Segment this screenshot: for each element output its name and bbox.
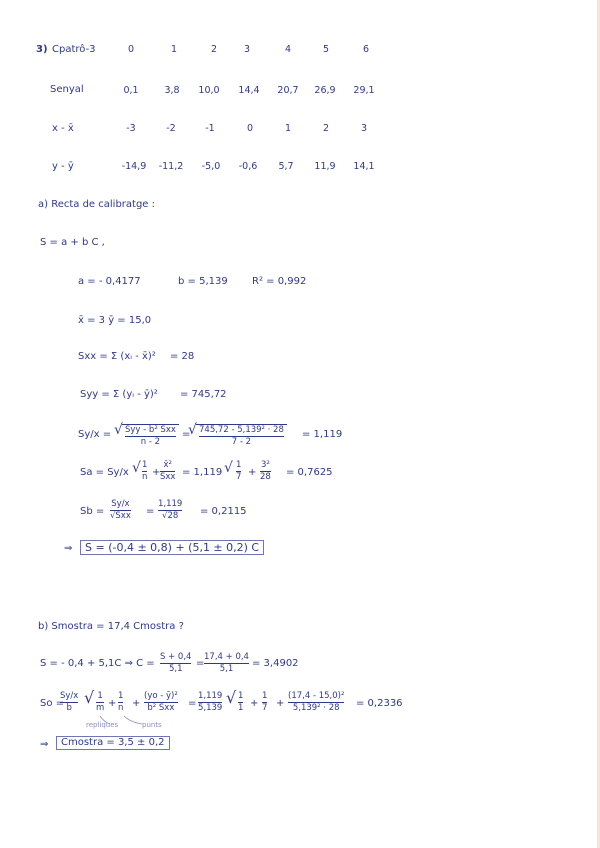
so-label: So = [40,698,65,709]
label-signal: Senyal [50,84,84,95]
plus-sign: + [276,698,285,709]
dy-value: -14,9 [121,161,147,172]
denominator: 7 [236,472,242,483]
plus-sign: + [132,698,141,709]
x-value: 6 [362,44,370,55]
x-value: 1 [170,44,178,55]
numerator: 1 [118,691,124,701]
sqrt-symbol: √ [224,460,233,476]
numerator: 1,119 [198,691,223,701]
syx-denominator-numeric: 7 - 2 [231,437,252,448]
numerator: Sy/x [60,691,79,701]
denominator: n [142,472,148,483]
part-a-title: a) Recta de calibratge : [38,199,156,210]
note-replicates: repliques [86,721,119,729]
dy-value: 14,1 [353,161,375,172]
denominator: b [66,703,72,714]
numerator: S + 0,4 [160,652,192,662]
concentration-equation: S = - 0,4 + 5,1C ⇒ C = [40,658,155,669]
numerator: 1 [238,691,244,701]
denominator: 5,139² · 28 [292,703,340,714]
sqrt-symbol: √ [132,460,141,476]
x-value: 2 [210,44,218,55]
denominator: Sxx [160,472,176,483]
denominator: 1 [238,703,244,714]
dx-value: -2 [166,123,176,134]
r2-line: R² = 0,992 [252,276,307,287]
dy-value: -0,6 [238,161,258,172]
sqrt-symbol: √ [188,422,197,438]
label-dx: x - x̄ [52,123,74,134]
intercept-line: a = - 0,4177 [78,276,141,287]
numerator: 3² [261,460,270,470]
signal-value: 3,8 [164,85,180,96]
signal-value: 29,1 [353,85,375,96]
implies-arrow: ⇒ [40,739,49,750]
dy-value: 5,7 [278,161,294,172]
implies-arrow: ⇒ [64,543,73,554]
label-dy: y - ȳ [52,161,74,172]
numerator: Sy/x [111,499,130,509]
numerator: 1 [97,691,103,701]
x-value: 0 [127,44,135,55]
numerator: 1,119 [158,499,183,509]
calibration-model: S = a + b C , [40,237,105,248]
dx-value: 0 [246,123,254,134]
numerator: 1 [262,691,268,701]
dy-value: 11,9 [314,161,336,172]
denominator: 5,1 [168,664,183,675]
sqrt-symbol: √ [114,422,123,438]
dy-value: -11,2 [158,161,184,172]
denominator: √Sxx [110,511,131,522]
equals-sign: = [188,698,197,709]
signal-value: 10,0 [198,85,220,96]
sa-label: Sa = Sy/x [80,467,129,478]
so-value: = 0,2336 [356,698,403,709]
sb-value: = 0,2115 [200,506,247,517]
dx-value: -3 [126,123,136,134]
dx-value: -1 [205,123,215,134]
denominator: 5,1 [219,664,234,675]
means-line: x̄ = 3 ȳ = 15,0 [78,315,152,326]
note-points: punts [142,721,162,729]
syx-label: Sy/x = [78,429,112,440]
label-concentration: Cpatrô-3 [52,44,96,55]
concentration-value: = 3,4902 [252,658,299,669]
plus-sign: + [152,467,161,478]
sxx-value: = 28 [170,351,195,362]
denominator: m [96,703,105,714]
numerator: 17,4 + 0,4 [204,652,249,662]
part-b-title: b) Smostra = 17,4 Cmostra ? [38,621,184,632]
dy-value: -5,0 [201,161,221,172]
x-value: 5 [322,44,330,55]
denominator: 5,139 [198,703,223,714]
sxx-formula: Sxx = Σ (xᵢ - x̄)² [78,351,156,362]
slope-line: b = 5,139 [178,276,228,287]
x-value: 3 [243,44,251,55]
dx-value: 3 [360,123,368,134]
sa-middle: = 1,119 [182,467,223,478]
plus-sign: + [250,698,259,709]
denominator: b² Sxx [147,703,175,714]
numerator: (yo - ȳ)² [144,691,178,701]
denominator: √28 [162,511,179,522]
denominator: 7 [262,703,268,714]
calibration-result: S = (-0,4 ± 0,8) + (5,1 ± 0,2) C [80,540,264,555]
signal-value: 14,4 [238,85,260,96]
numerator: x̄² [163,460,172,470]
syx-denominator: n - 2 [140,437,161,448]
equals-sign: = [182,429,191,440]
syx-value: = 1,119 [302,429,343,440]
syx-numerator: Syy - b² Sxx [125,425,176,435]
problem-number: 3) [36,44,48,55]
syx-numerator-numeric: 745,72 - 5,139² · 28 [199,425,284,435]
plus-sign: + [248,467,257,478]
sb-label: Sb = [80,506,105,517]
equals-sign: = [196,658,205,669]
numerator: (17,4 - 15,0)² [288,691,345,701]
numerator: 1 [236,460,242,470]
numerator: 1 [142,460,148,470]
syy-formula: Syy = Σ (yᵢ - ȳ)² [80,389,158,400]
signal-value: 26,9 [314,85,336,96]
signal-value: 20,7 [277,85,299,96]
syy-value: = 745,72 [180,389,227,400]
sa-value: = 0,7625 [286,467,333,478]
denominator: 28 [260,472,271,483]
concentration-result: Cmostra = 3,5 ± 0,2 [56,736,170,750]
denominator: n [118,703,124,714]
plus-sign: + [108,698,117,709]
sqrt-symbol: √ [84,688,95,707]
equals-sign: = [146,506,155,517]
sqrt-symbol: √ [226,688,237,707]
dx-value: 1 [284,123,292,134]
signal-value: 0,1 [123,85,139,96]
x-value: 4 [284,44,292,55]
dx-value: 2 [322,123,330,134]
